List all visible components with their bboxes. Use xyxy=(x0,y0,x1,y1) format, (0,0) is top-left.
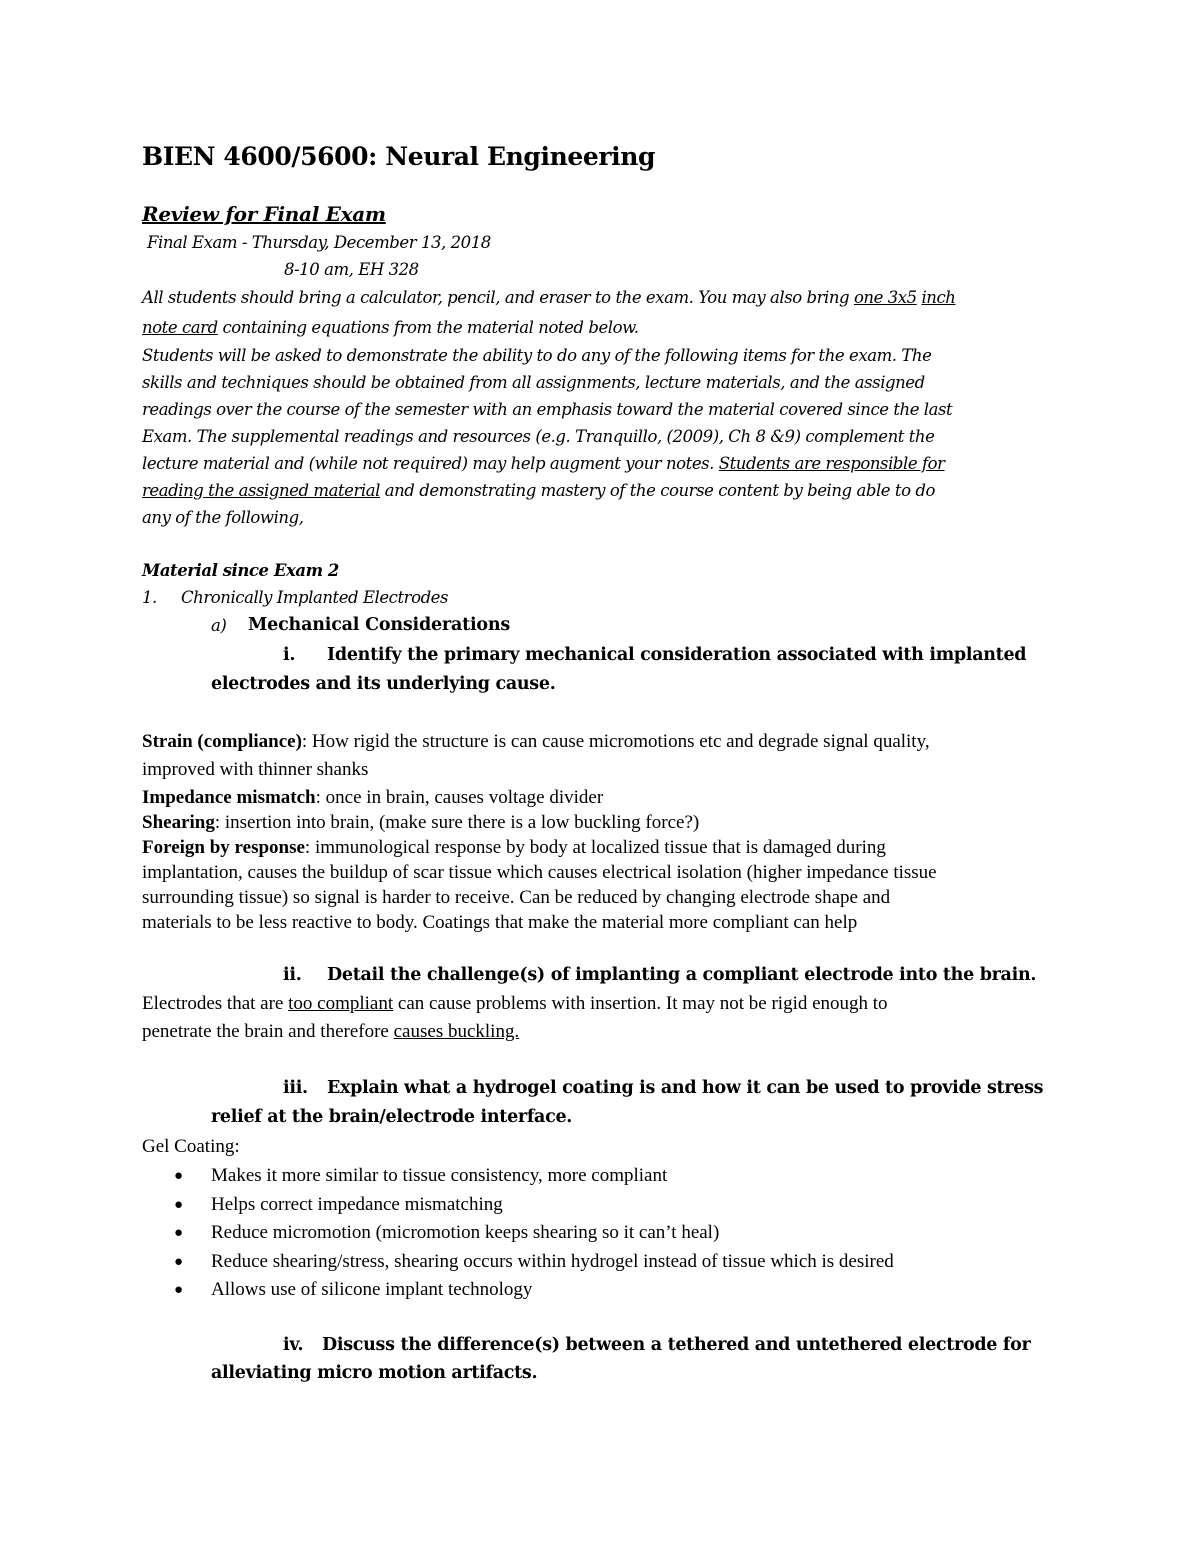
answer-text: : once in brain, causes voltage divider xyxy=(315,787,604,808)
bullet-icon: ● xyxy=(174,1225,184,1241)
section-heading: Material since Exam 2 xyxy=(142,561,339,580)
answer-text: can cause problems with insertion. It may not be rigid enough to xyxy=(393,993,888,1014)
question-text: alleviating micro motion artifacts. xyxy=(211,1363,538,1383)
bullet-icon: ● xyxy=(174,1168,184,1184)
sub-heading: Mechanical Considerations xyxy=(248,615,511,635)
answer-line xyxy=(142,837,886,859)
list-number: 1. xyxy=(142,588,157,607)
bullet-icon: ● xyxy=(174,1196,184,1213)
answer-line xyxy=(142,787,603,809)
answer-line xyxy=(142,812,699,834)
emphasis-text: causes buckling. xyxy=(393,1021,520,1042)
answer-text: : immunological response by body at localized tissue that is damaged during xyxy=(304,837,886,858)
page-title: BIEN 4600/5600: Neural Engineering xyxy=(142,142,656,171)
gel-coating-label: Gel Coating: xyxy=(142,1136,240,1157)
answer-line: surrounding tissue) so signal is harder to receive. Can be reduced by changing electrode shape and xyxy=(142,887,891,908)
answer-line xyxy=(142,731,930,753)
instructions-line-1 xyxy=(142,288,955,307)
bullet-icon: ● xyxy=(174,1253,184,1270)
answer-text: : How rigid the structure is can cause micromotions etc and degrade signal quality, xyxy=(301,731,930,752)
bullet-item: Makes it more similar to tissue consistency, more compliant xyxy=(211,1165,668,1186)
question-text: Discuss the difference(s) between a tethered and untethered electrode for xyxy=(322,1335,1031,1355)
bullet-item: Reduce shearing/stress, shearing occurs within hydrogel instead of tissue which is desired xyxy=(211,1250,894,1272)
answer-line: materials to be less reactive to body. Coatings that make the material more compliant can help xyxy=(142,912,858,933)
paragraph-line: readings over the course of the semester with an emphasis toward the material covered since the last xyxy=(142,400,953,419)
answer-text: : insertion into brain, (make sure there is a low buckling force?) xyxy=(214,812,700,833)
bullet-item: Allows use of silicone implant technology xyxy=(211,1279,533,1300)
paragraph-text: and demonstrating mastery of the course content by being able to do xyxy=(379,481,935,500)
exam-time-line: 8-10 am, EH 328 xyxy=(284,260,419,279)
sub-letter: a) xyxy=(211,616,227,635)
paragraph-line: any of the following, xyxy=(142,508,304,527)
question-number: ii. xyxy=(283,965,302,985)
note-card-text: note card xyxy=(142,318,218,337)
question-number: iii. xyxy=(283,1078,308,1098)
term-impedance: Impedance mismatch xyxy=(142,787,316,808)
responsibility-text-cont: reading the assigned material xyxy=(142,481,380,500)
paragraph-line xyxy=(142,481,935,500)
answer-line xyxy=(142,993,888,1015)
bullet-item: Helps correct impedance mismatching xyxy=(211,1193,503,1215)
answer-line: implantation, causes the buildup of scar tissue which causes electrical isolation (higher impedance tissue xyxy=(142,862,937,883)
answer-line: improved with thinner shanks xyxy=(142,759,369,780)
question-text: Detail the challenge(s) of implanting a compliant electrode into the brain. xyxy=(327,965,1037,985)
question-number: iv. xyxy=(283,1335,304,1355)
instructions-line-2 xyxy=(142,318,639,337)
paragraph-line: Students will be asked to demonstrate the ability to do any of the following items for the exam. The xyxy=(142,346,932,365)
question-text: relief at the brain/electrode interface. xyxy=(211,1107,573,1127)
question-text: Identify the primary mechanical consideration associated with implanted xyxy=(327,645,1027,665)
exam-date-line: Final Exam - Thursday, December 13, 2018 xyxy=(147,233,491,252)
question-text: electrodes and its underlying cause. xyxy=(211,674,556,694)
term-foreign-body: Foreign by response xyxy=(142,837,305,858)
answer-line xyxy=(142,1021,519,1043)
note-card-unit: inch xyxy=(921,288,956,307)
review-heading: Review for Final Exam xyxy=(142,202,386,226)
instructions-text: All students should bring a calculator, pencil, and eraser to the exam. You may also bring xyxy=(142,288,854,307)
paragraph-line: skills and techniques should be obtained from all assignments, lecture materials, and the assigned xyxy=(142,373,925,392)
emphasis-text: too compliant xyxy=(288,993,394,1014)
note-card-size: one 3x5 xyxy=(853,288,917,307)
term-shearing: Shearing xyxy=(142,812,215,833)
responsibility-text: Students are responsible for xyxy=(718,454,945,473)
answer-text: penetrate the brain and therefore xyxy=(142,1021,394,1042)
question-number: i. xyxy=(283,645,296,665)
instructions-text-cont: containing equations from the material noted below. xyxy=(217,318,639,337)
list-item-label: Chronically Implanted Electrodes xyxy=(181,588,449,607)
paragraph-line xyxy=(142,454,945,473)
paragraph-text: lecture material and (while not required) may help augment your notes. xyxy=(142,454,719,473)
term-strain: Strain (compliance) xyxy=(142,731,302,752)
bullet-icon: ● xyxy=(174,1282,184,1298)
paragraph-line: Exam. The supplemental readings and resources (e.g. Tranquillo, (2009), Ch 8 &9) complement the xyxy=(142,427,935,446)
answer-text: Electrodes that are xyxy=(142,993,289,1014)
question-text: Explain what a hydrogel coating is and how it can be used to provide stress xyxy=(327,1078,1044,1098)
bullet-item: Reduce micromotion (micromotion keeps shearing so it can’t heal) xyxy=(211,1222,720,1243)
